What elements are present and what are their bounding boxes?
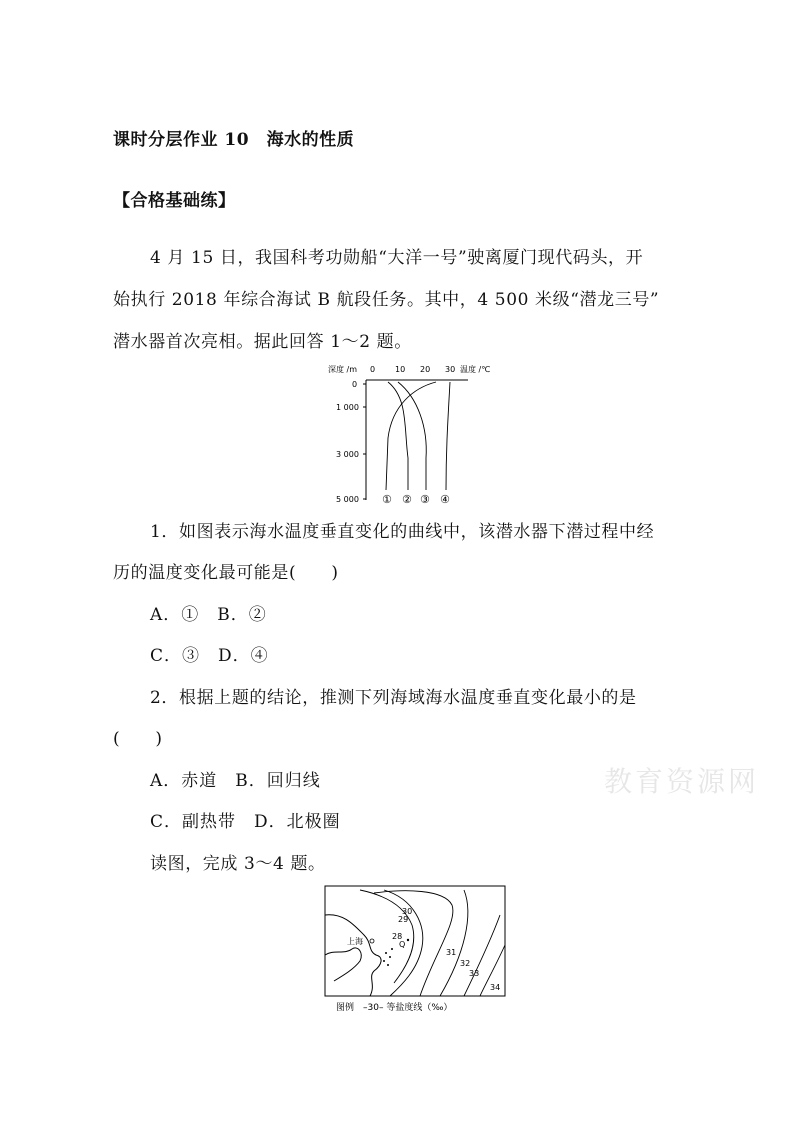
q2-options-cd: C．副热带 D．北极圈 [150,812,341,832]
section-heading: 【合格基础练】 [113,191,236,211]
city-label: 上海 [347,937,363,946]
q34-intro: 读图，完成 3～4 题。 [150,854,326,874]
depth-tick: 5 000 [336,495,359,504]
page-title: 课时分层作业 10 海水的性质 [113,130,355,150]
depth-tick: 0 [352,380,358,389]
depth-tick: 3 000 [336,450,359,459]
curve-1 [386,382,436,490]
depth-tick: 1 000 [336,403,359,412]
q2-options-ab: A．赤道 B．回归线 [150,771,321,791]
temperature-depth-figure [318,358,508,508]
salinity-map-figure [324,885,506,1015]
map-legend: 图例 –30– 等盐度线（‰） [336,1003,453,1013]
point-label: Q [399,940,406,949]
intro-line-3: 潜水器首次亮相。据此回答 1～2 题。 [113,332,412,352]
temp-tick: 0 [370,365,376,374]
isoline-label: 33 [469,969,480,978]
curve-label: ④ [440,493,450,506]
curve-2 [388,382,408,490]
curve-label: ② [402,493,412,506]
isoline-label: 34 [490,983,501,992]
q1-line-2: 历的温度变化最可能是( ) [113,563,339,583]
temp-tick: 30 [445,365,456,374]
curve-label: ③ [420,493,430,506]
isoline-label: 31 [446,948,457,957]
point-q-marker [407,939,409,941]
curve-3 [398,382,426,490]
temp-tick: 10 [395,365,406,374]
temp-tick: 20 [420,365,431,374]
curve-4 [446,382,450,490]
curve-label: ① [382,493,392,506]
isoline-label: 32 [460,959,471,968]
q2-line-1: 2．根据上题的结论，推测下列海域海水温度垂直变化最小的是 [150,688,637,708]
intro-line-1: 4 月 15 日，我国科考功勋船“大洋一号”驶离厦门现代码头，开 [150,248,644,268]
q1-line-1: 1．如图表示海水温度垂直变化的曲线中，该潜水器下潜过程中经 [150,522,655,542]
depth-axis-label: 深度 /m [328,365,358,374]
q1-options-cd: C．③ D．④ [150,646,269,666]
temp-axis-label: 温度 /℃ [460,365,491,374]
watermark-text: 教育资源网 [604,765,760,798]
q2-line-2: ( ) [113,729,163,749]
isoline-label: 28 [392,932,403,941]
q1-options-ab: A．① B．② [150,605,267,625]
isoline-label: 29 [398,915,409,924]
isoline-label: 30 [402,907,413,916]
intro-line-2: 始执行 2018 年综合海试 B 航段任务。其中，4 500 米级“潜龙三号” [113,290,660,310]
